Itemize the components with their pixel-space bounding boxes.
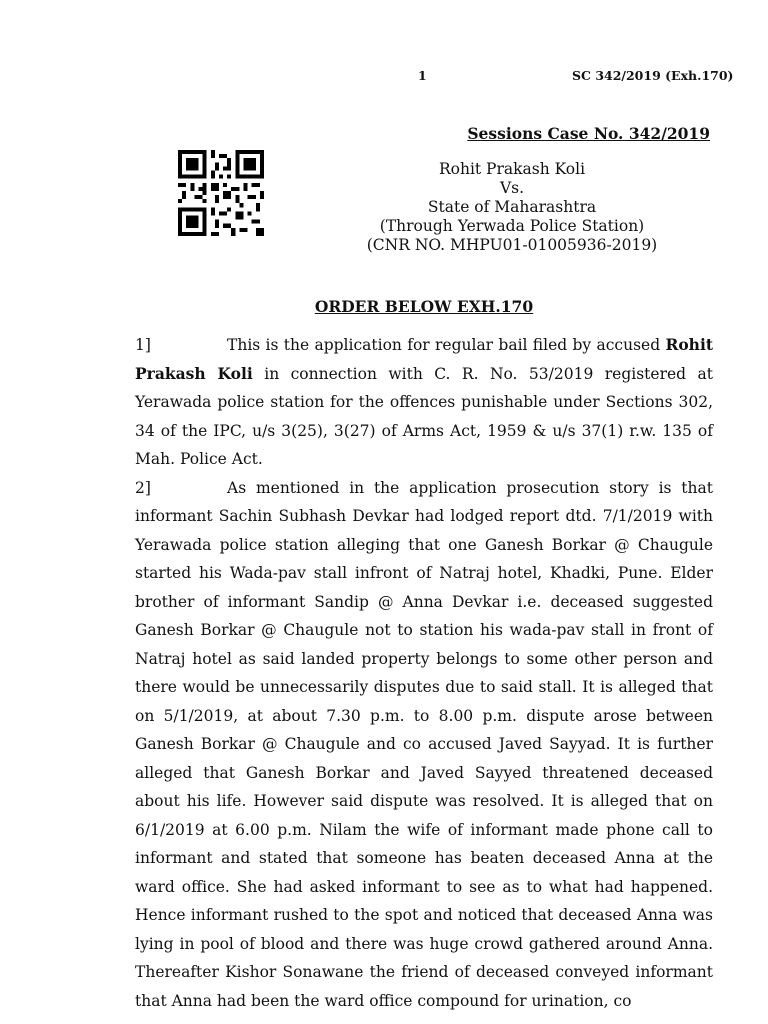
- paragraph-2: [135, 474, 713, 1016]
- case-parties: [362, 160, 662, 255]
- paragraph-number: 2]: [135, 478, 151, 497]
- through-police-station: (Through Yerwada Police Station): [379, 217, 645, 235]
- respondent-name: State of Maharashtra: [427, 198, 597, 216]
- paragraph-text: This is the application for regular bail filed by accused: [227, 336, 661, 354]
- order-body: [135, 331, 713, 1015]
- qr-code-icon: [178, 150, 264, 236]
- page-number: 1: [418, 68, 427, 83]
- paragraph-number: 1]: [135, 336, 151, 354]
- paragraph-text: in connection with C. R. No. 53/2019 registered at Yerawada police station for the offences punishable under Sections 302, 34 of the IPC, u/s 3(25), 3(27) of Arms Act, 1959 & u/s 37(1) r.w. 135 of Mah. Police Act.: [135, 364, 713, 468]
- applicant-name: Rohit Prakash Koli: [438, 160, 586, 178]
- paragraph-text: As mentioned in the application prosecution story is that informant Sachin Subhash Devkar had lodged report dtd. 7/1/2019 with Yerawada police station alleging that one Ganesh Borkar @ Chaugule started his Wada-pav stall infront of Natraj hotel, Khadki, Pune. Elder brother of informant Sandip @ Anna Devkar i.e. deceased suggested Ganesh Borkar @ Chaugule not to station his wada-pav stall in front of Natraj hotel as said landed property belongs to some other person and there would be unnecessarily disputes due to said stall. It is alleged that on 5/1/2019, at about 7.30 p.m. to 8.00 p.m. dispute arose between Ganesh Borkar @ Chaugule and co accused Javed Sayyad. It is further alleged that Ganesh Borkar and Javed Sayyed threatened deceased about his life. However said dispute was resolved. It is alleged that on 6/1/2019 at 6.00 p.m. Nilam the wife of informant made phone call to informant and stated that someone has beaten deceased Anna at the ward office. She had asked informant to see as to what had happened. Hence informant rushed to the spot and noticed that deceased Anna was lying in pool of blood and there was huge crowd gathered around Anna. Thereafter Kishor Sonawane the friend of deceased conveyed informant that Anna had been the ward office compound for urination, co: [135, 478, 713, 1010]
- paragraph-1: [135, 331, 713, 474]
- versus-label: Vs.: [499, 179, 525, 197]
- case-reference: SC 342/2019 (Exh.170): [572, 68, 734, 83]
- cnr-number: (CNR NO. MHPU01-01005936-2019): [366, 236, 658, 254]
- sessions-case-number: Sessions Case No. 342/2019: [467, 124, 710, 143]
- accused-name: Rohit Prakash Koli: [135, 335, 713, 383]
- order-title: ORDER BELOW EXH.170: [314, 297, 534, 316]
